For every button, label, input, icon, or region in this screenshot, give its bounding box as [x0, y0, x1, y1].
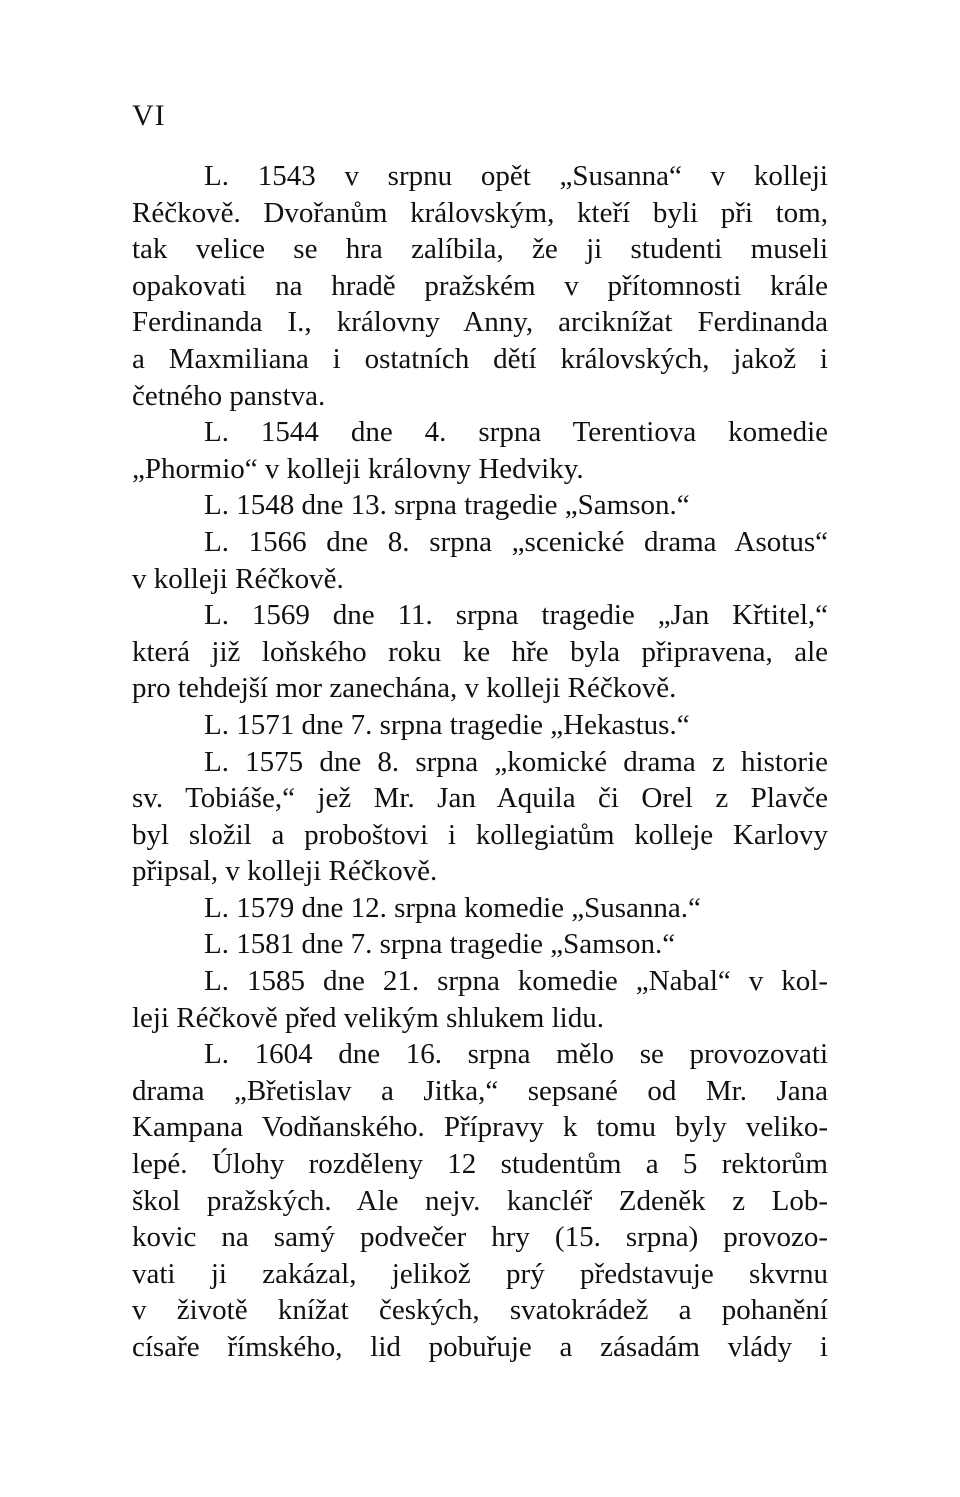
text-line: L. 1575 dne 8. srpna „komické drama z historie — [204, 745, 828, 778]
text-line: četného panstva. — [132, 379, 326, 412]
text-line: sv. Tobiáše,“ jež Mr. Jan Aquila či Orel z Plavče — [132, 782, 828, 815]
text-line: Kampana Vodňanského. Přípravy k tomu byly veliko- — [132, 1111, 828, 1144]
text-line: která již loňského roku ke hře byla připravena, ale — [132, 635, 828, 668]
text-line: L. 1569 dne 11. srpna tragedie „Jan Křtitel,“ — [204, 599, 828, 632]
text-line: „Phormio“ v kolleji královny Hedviky. — [132, 452, 584, 485]
text-line: leji Réčkově před velikým shlukem lidu. — [132, 1001, 604, 1034]
text-line: L. 1566 dne 8. srpna „scenické drama Asotus“ — [204, 525, 828, 558]
page-number: VI — [132, 99, 166, 132]
text-line: byl složil a proboštovi i kollegiatům kolleje Karlovy — [132, 818, 828, 851]
text-line: L. 1581 dne 7. srpna tragedie „Samson.“ — [204, 928, 676, 961]
text-line: vati ji zakázal, jelikož prý představuje skvrnu — [132, 1257, 828, 1290]
text-line: připsal, v kolleji Réčkově. — [132, 855, 438, 888]
text-line: L. 1544 dne 4. srpna Terentiova komedie — [204, 416, 828, 449]
text-line: L. 1579 dne 12. srpna komedie „Susanna.“ — [204, 891, 701, 924]
text-line: a Maxmiliana i ostatních dětí královských, jakož i — [132, 342, 828, 375]
text-line: L. 1585 dne 21. srpna komedie „Nabal“ v kol- — [204, 965, 828, 998]
text-line: drama „Břetislav a Jitka,“ sepsané od Mr. Jana — [132, 1074, 828, 1107]
text-line: opakovati na hradě pražském v přítomnosti krále — [132, 269, 828, 302]
text-line: v životě knížat českých, svatokrádež a pohanění — [132, 1294, 828, 1327]
text-line: škol pražských. Ale nejv. kancléř Zdeněk z Lob- — [132, 1184, 828, 1217]
text-line: císaře římského, lid pobuřuje a zásadám vlády i — [132, 1331, 828, 1363]
text-line: v kolleji Réčkově. — [132, 562, 344, 595]
text-line: pro tehdejší mor zanechána, v kolleji Réčkově. — [132, 672, 677, 705]
text-line: L. 1571 dne 7. srpna tragedie „Hekastus.“ — [204, 708, 690, 741]
text-line: Ferdinanda I., královny Anny, arciknížat Ferdinanda — [132, 306, 828, 339]
text-line: kovic na samý podvečer hry (15. srpna) provozo- — [132, 1221, 828, 1254]
text-line: L. 1548 dne 13. srpna tragedie „Samson.“ — [204, 489, 690, 522]
text-line: Réčkově. Dvořanům královským, kteří byli při tom, — [132, 196, 828, 229]
body-text — [132, 158, 828, 1366]
text-line: lepé. Úlohy rozděleny 12 studentům a 5 rektorům — [132, 1148, 828, 1181]
text-line: L. 1604 dne 16. srpna mělo se provozovati — [204, 1038, 828, 1071]
text-line: tak velice se hra zalíbila, že ji studenti museli — [132, 233, 828, 266]
text-line: L. 1543 v srpnu opět „Susanna“ v kolleji — [204, 160, 828, 192]
